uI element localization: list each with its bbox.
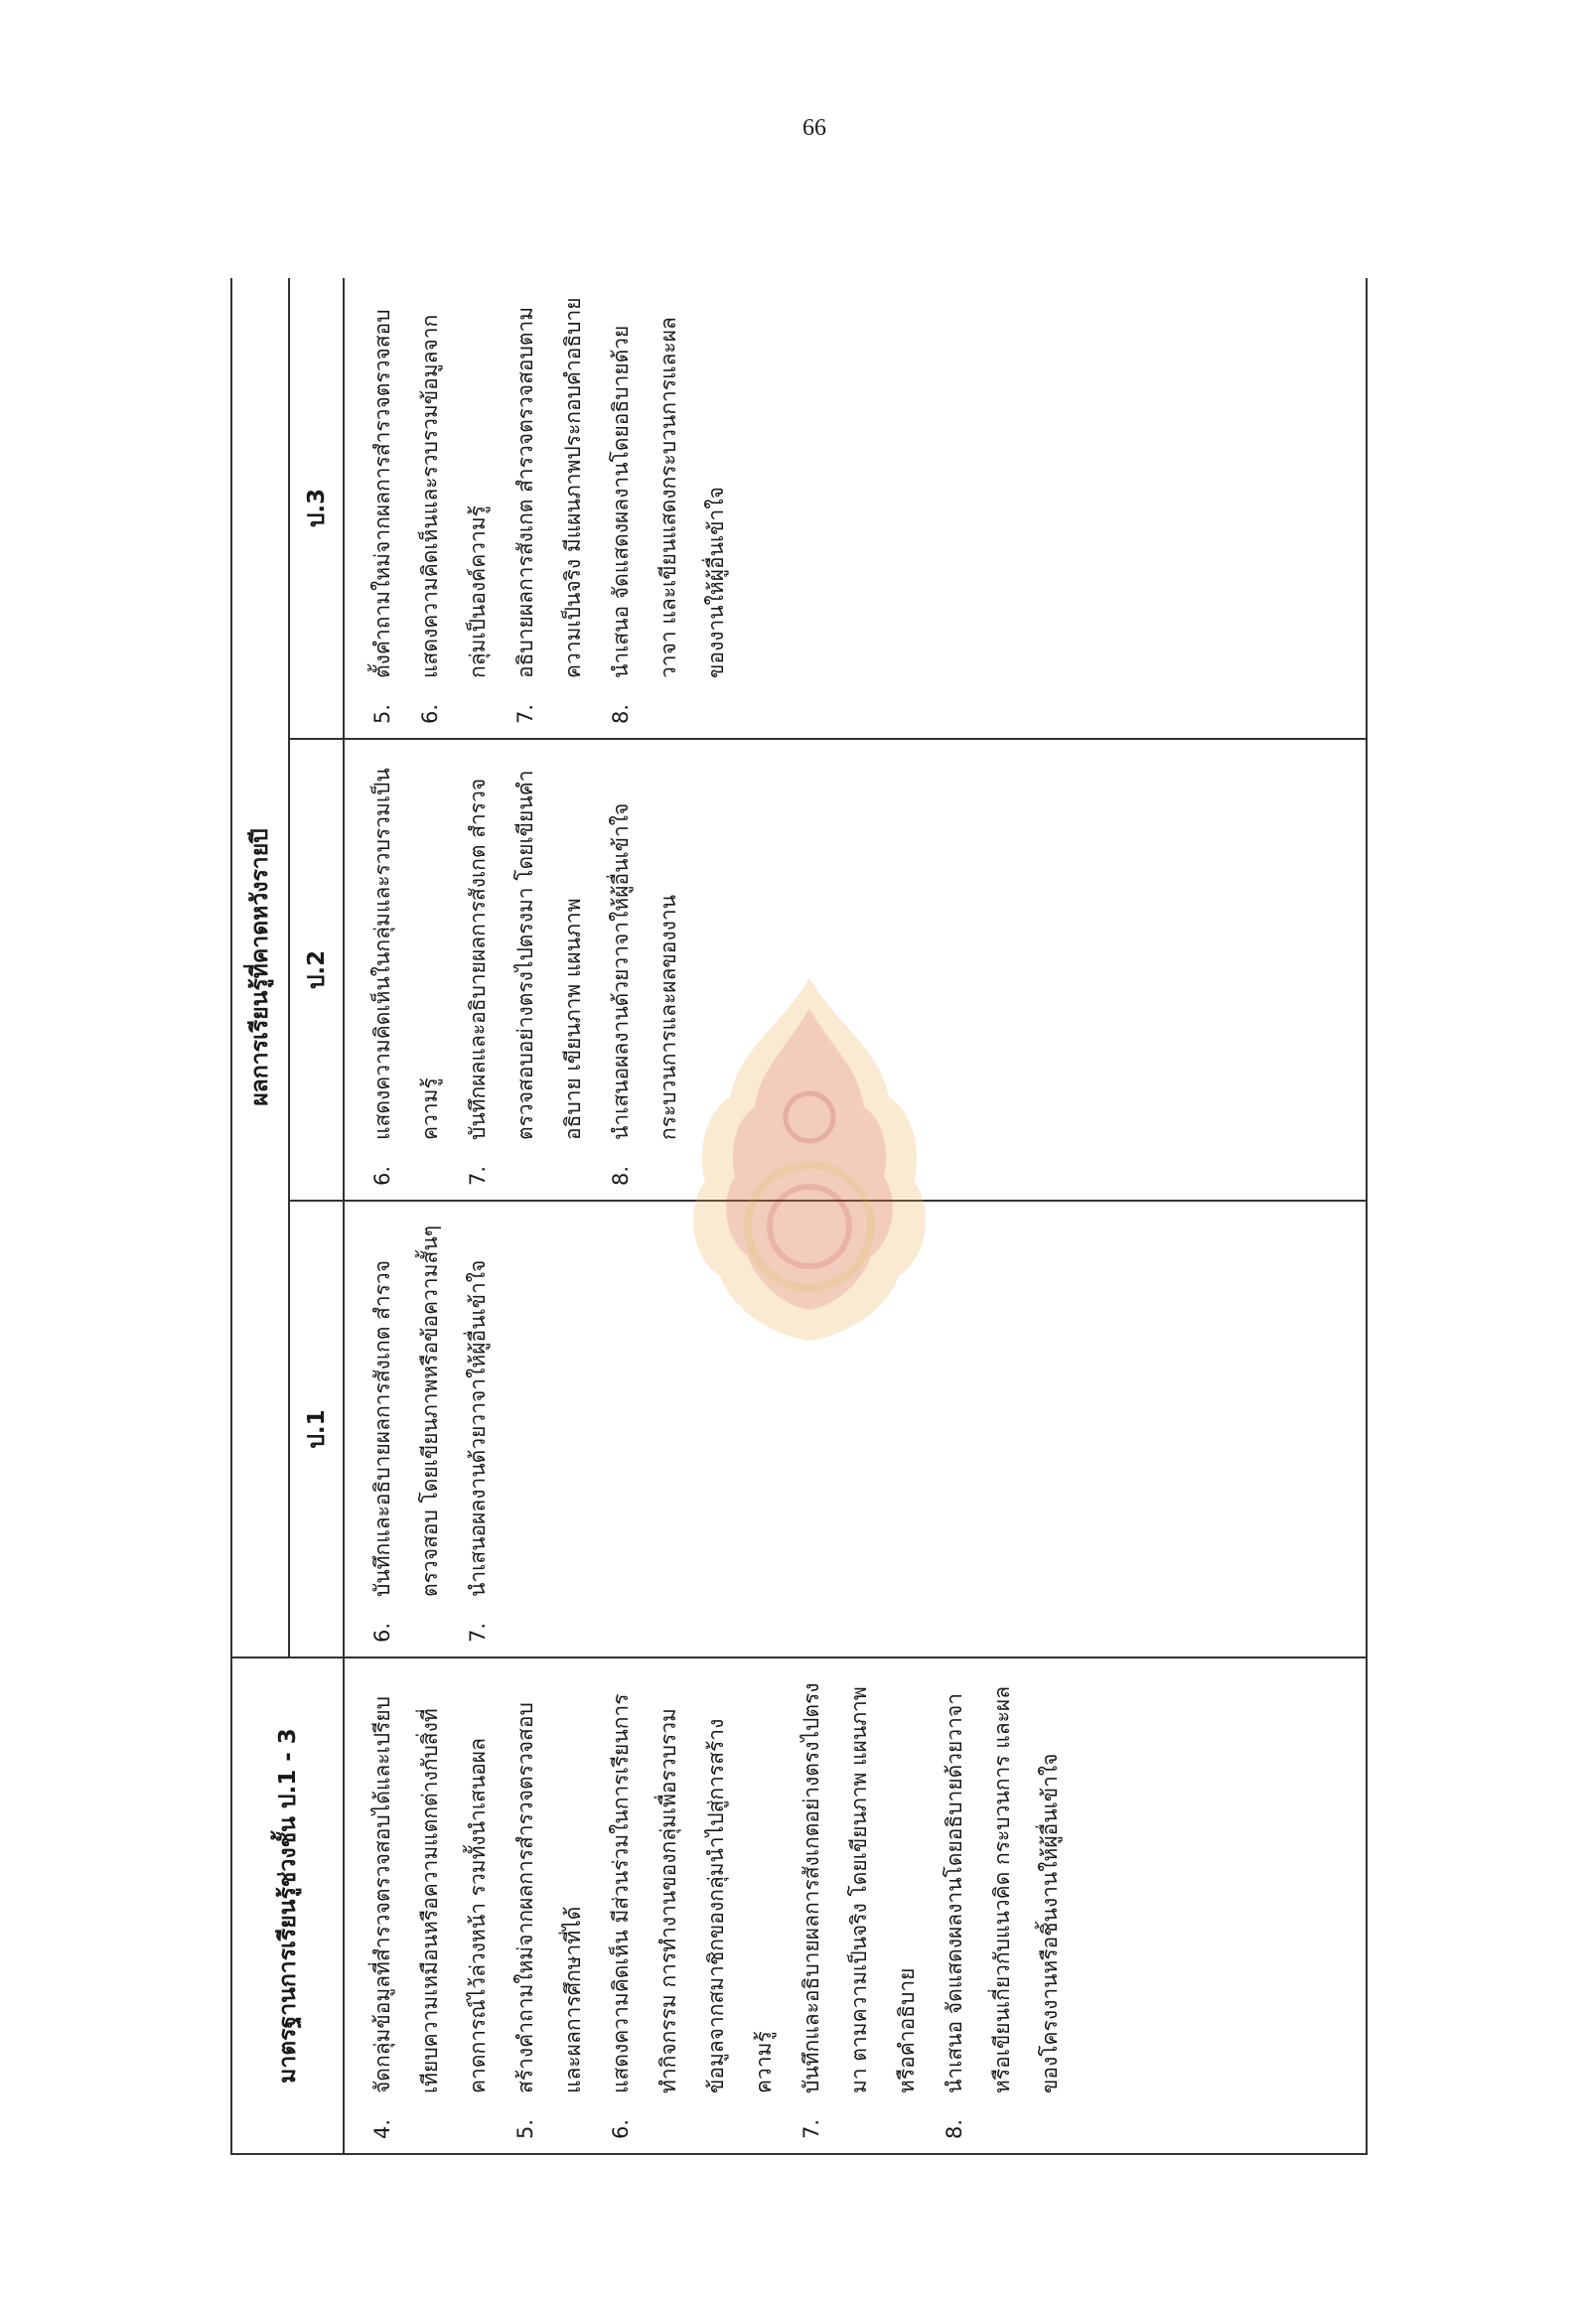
list-item: 8. นำเสนอ จัดแสดงผลงานโดยอธิบายด้วยวาจา และเขียนแสดงกระบวนการและผลของงานให้ผู้อื่นเข้าใจ [609,317,728,724]
grade-header-p3: ป.3 [289,278,344,739]
grade-header-p2: ป.2 [289,739,344,1201]
emblem-watermark-icon [660,968,958,1356]
standard-cell [344,1657,1367,2154]
list-item: 7. นำเสนอผลงานด้วยวาจาให้ผู้อื่นเข้าใจ [466,1259,490,1643]
list-item: 7. บันทึกผลและอธิบายผลการสังเกต สำรวจ ตรวจสอบอย่างตรงไปตรงมา โดยเขียนคำอธิบาย เขียนภาพ แผนภาพ [466,770,585,1186]
outcomes-header: ผลการเรียนรู้ที่คาดหวังรายปี [231,278,289,1657]
standard-header: มาตรฐานการเรียนรู้ช่วงชั้น ป.1 - 3 [231,1657,344,2154]
grade3-cell [344,278,1367,739]
list-item: 6. แสดงความคิดเห็นในกลุ่มและรวบรวมเป็นความรู้ [370,768,442,1186]
list-item: 7. บันทึกและอธิบายผลการสังเกตอย่างตรงไปตรงมา ตามความเป็นจริง โดยเขียนภาพ แผนภาพ หรือคำอธิบาย [799,1682,919,2139]
list-item: 6. แสดงความคิดเห็นและรวบรวมข้อมูลจากกลุ่มเป็นองค์ความรู้ [418,314,490,724]
list-item: 8. นำเสนอ จัดแสดงผลงานโดยอธิบายด้วยวาจาหรือเขียนเกี่ยวกับแนวคิด กระบวนการ และผลของโครงงานหรือชิ้นงานให้ผู้อื่นเข้าใจ [943,1685,1062,2139]
list-item: 6. บันทึกและอธิบายผลการสังเกต สำรวจ ตรวจสอบ โดยเขียนภาพหรือข้อความสั้นๆ [370,1225,442,1643]
page-number: 66 [802,115,826,141]
list-item: 8. นำเสนอผลงานด้วยวาจาให้ผู้อื่นเข้าใจกระบวนการและผลของงาน [609,802,680,1186]
list-item: 5. สร้างคำถามใหม่จากผลการสำรวจตรวจสอบและผลการศึกษาที่ได้ [513,1702,585,2139]
grade-header-p1: ป.1 [289,1201,344,1657]
list-item: 6. แสดงความคิดเห็น มีส่วนร่วมในการเรียนการทำกิจกรรม การทำงานของกลุ่มเพื่อรวบรวมข้อมูลจากสมาชิกของกลุ่มนำไปสู่การสร้างความรู้ [609,1693,776,2139]
list-item: 4. จัดกลุ่มข้อมูลที่สำรวจตรวจสอบได้และเปรียบเทียบความเหมือนหรือความแตกต่างกับสิ่งที่คาดการณ์ไว้ล่วงหน้า รวมทั้งนำเสนอผล [370,1696,490,2139]
list-item: 5. ตั้งคำถามใหม่จากผลการสำรวจตรวจสอบ [370,309,394,724]
list-item: 7. อธิบายผลการสังเกต สำรวจตรวจสอบตามความเป็นจริง มีแผนภาพประกอบคำอธิบาย [513,297,585,724]
